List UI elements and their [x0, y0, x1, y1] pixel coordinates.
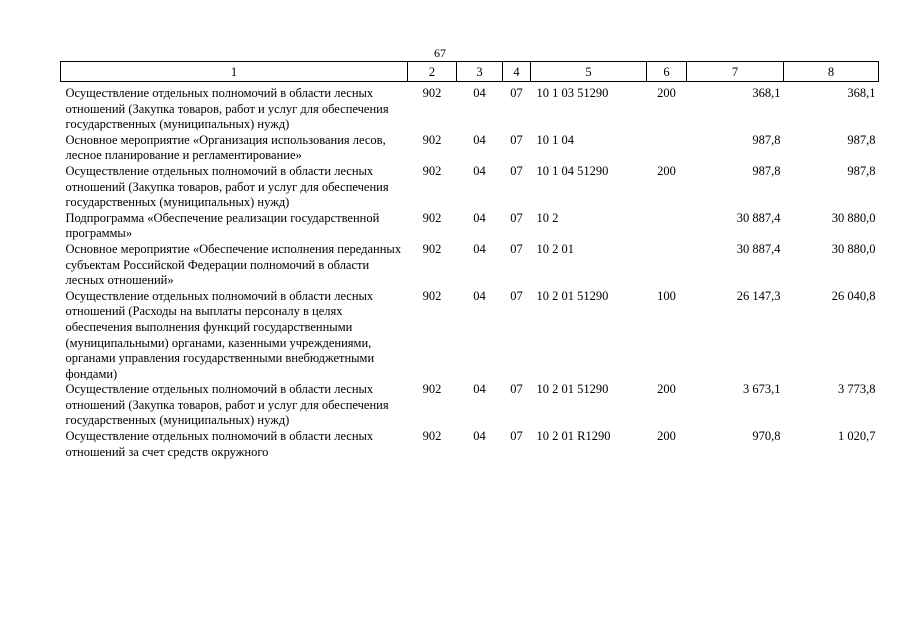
- row-target-code: 10 1 04: [536, 132, 574, 147]
- row-expense-type: 200: [657, 163, 676, 178]
- row-section-code: 04: [473, 86, 486, 100]
- row-subsection-code: 07: [510, 429, 523, 444]
- row-subsection-code: 07: [510, 288, 523, 303]
- table-row: [61, 211, 879, 242]
- row-expense-type: [647, 242, 687, 289]
- row-description: Осуществление отдельных полномочий в области лесных отношений (Закупка товаров, работ и услуг для обеспечения государственных (муниципальных) нужд): [65, 163, 389, 210]
- table-row: [61, 429, 879, 460]
- table-row: [61, 289, 879, 383]
- row-target-code: 10 2: [536, 210, 559, 225]
- row-gr-code: 902: [422, 241, 442, 256]
- row-target-code: 10 2 01 51290: [536, 288, 609, 303]
- table-row: [61, 82, 879, 133]
- row-amount-col8: 26 040,8: [831, 288, 876, 303]
- table-row: [61, 382, 879, 429]
- row-gr-code: 902: [422, 382, 442, 397]
- row-expense-type: [647, 211, 687, 242]
- row-description: Основное мероприятие «Обеспечение исполнения переданных субъектам Российской Федерации полномочий в области лесных отношений»: [65, 241, 402, 288]
- row-subsection-code: 07: [510, 132, 523, 147]
- row-expense-type: 200: [657, 429, 676, 444]
- column-header-7: 7: [687, 62, 784, 82]
- row-target-code: 10 2 01 51290: [536, 382, 609, 397]
- row-section-code: 04: [473, 241, 486, 256]
- row-section-code: 04: [473, 382, 486, 397]
- row-subsection-code: 07: [510, 241, 523, 256]
- row-gr-code: 902: [422, 163, 442, 178]
- row-target-code: 10 1 04 51290: [536, 163, 609, 178]
- row-gr-code: 902: [422, 132, 442, 147]
- row-amount-col7: 30 887,4: [736, 241, 781, 256]
- row-amount-col8: 3 773,8: [838, 382, 876, 397]
- column-header-3: 3: [457, 62, 503, 82]
- column-header-2: 2: [408, 62, 457, 82]
- row-expense-type: 200: [657, 382, 676, 397]
- row-description: Осуществление отдельных полномочий в области лесных отношений (Расходы на выплаты персоналу в целях обеспечения выполнения функций государственными (муниципальными) органами, казенными учреждениями, органами управления государственными внебюджетными фондами): [65, 288, 375, 381]
- budget-table: [60, 61, 879, 460]
- row-gr-code: 902: [422, 429, 442, 444]
- row-section-code: 04: [473, 288, 486, 303]
- row-target-code: 10 2 01: [536, 241, 574, 256]
- row-amount-col8: 368,1: [847, 86, 876, 100]
- row-amount-col7: 987,8: [752, 132, 781, 147]
- column-header-8: 8: [784, 62, 879, 82]
- table-row: [61, 242, 879, 289]
- row-target-code: 10 1 03 51290: [536, 86, 609, 100]
- row-amount-col7: 970,8: [752, 429, 781, 444]
- row-expense-type: [647, 133, 687, 164]
- row-description: Осуществление отдельных полномочий в области лесных отношений (Закупка товаров, работ и услуг для обеспечения государственных (муниципальных) нужд): [65, 86, 389, 132]
- page-number: 67: [434, 46, 446, 60]
- row-section-code: 04: [473, 163, 486, 178]
- row-expense-type: 100: [657, 288, 676, 303]
- row-section-code: 04: [473, 210, 486, 225]
- row-amount-col8: 1 020,7: [838, 429, 876, 444]
- row-subsection-code: 07: [510, 86, 523, 100]
- row-description: Подпрограмма «Обеспечение реализации государственной программы»: [65, 210, 380, 241]
- row-subsection-code: 07: [510, 210, 523, 225]
- row-amount-col7: 3 673,1: [743, 382, 781, 397]
- column-header-6: 6: [647, 62, 687, 82]
- column-header-1: 1: [61, 62, 408, 82]
- row-amount-col7: 987,8: [752, 163, 781, 178]
- row-amount-col7: 26 147,3: [736, 288, 781, 303]
- row-expense-type: 200: [657, 86, 676, 100]
- row-target-code: 10 2 01 R1290: [536, 429, 611, 444]
- table-header-row: [61, 62, 879, 82]
- column-header-4: 4: [503, 62, 531, 82]
- row-amount-col8: 30 880,0: [831, 210, 876, 225]
- row-description: Основное мероприятие «Организация использования лесов, лесное планирование и регламентирование»: [65, 132, 386, 163]
- row-section-code: 04: [473, 132, 486, 147]
- row-gr-code: 902: [422, 210, 442, 225]
- row-description: Осуществление отдельных полномочий в области лесных отношений (Закупка товаров, работ и услуг для обеспечения государственных (муниципальных) нужд): [65, 382, 389, 428]
- table-row: [61, 164, 879, 211]
- row-subsection-code: 07: [510, 163, 523, 178]
- row-amount-col8: 30 880,0: [831, 241, 876, 256]
- row-amount-col8: 987,8: [847, 132, 876, 147]
- row-amount-col7: 368,1: [752, 86, 781, 100]
- row-gr-code: 902: [422, 288, 442, 303]
- column-header-5: 5: [531, 62, 647, 82]
- row-section-code: 04: [473, 429, 486, 444]
- row-subsection-code: 07: [510, 382, 523, 397]
- row-gr-code: 902: [422, 86, 442, 100]
- row-amount-col7: 30 887,4: [736, 210, 781, 225]
- row-description: Осуществление отдельных полномочий в области лесных отношений за счет средств окружного: [65, 429, 374, 459]
- table-row: [61, 133, 879, 164]
- row-amount-col8: 987,8: [847, 163, 876, 178]
